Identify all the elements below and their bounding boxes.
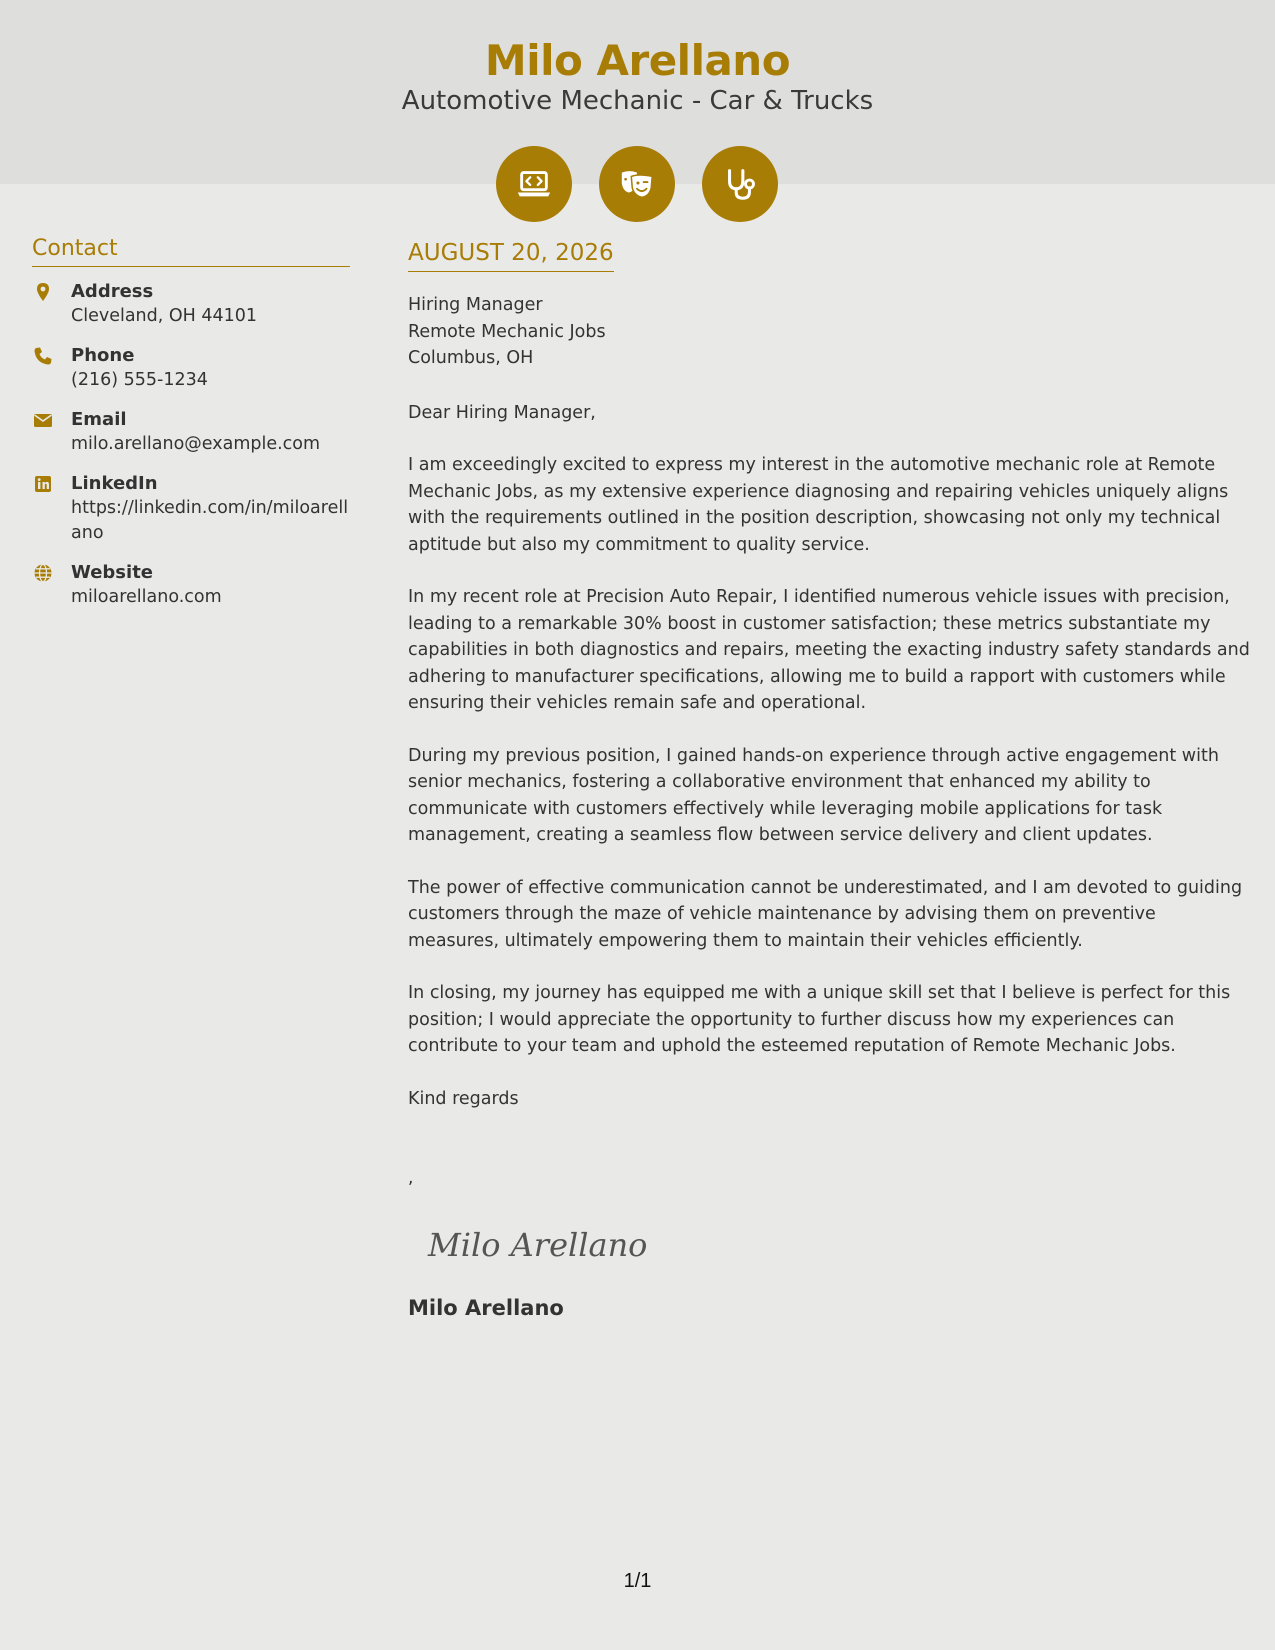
closing: Kind regards <box>408 1088 519 1109</box>
contact-label: Website <box>71 562 154 583</box>
letter-body <box>408 240 1250 1320</box>
signer-name: Milo Arellano <box>408 1296 564 1320</box>
paragraph: During my previous position, I gained hands-on experience through active engagement with senior mechanics, fostering a collaborative environment that enhanced my ability to communicate with customers effectively while leveraging mobile applications for task management, creating a seamless flow between service delivery and client updates. <box>408 745 1219 845</box>
contact-address <box>32 279 350 329</box>
contact-label: Phone <box>71 345 135 366</box>
contact-list <box>32 279 350 610</box>
letter-date: AUGUST 20, 2026 <box>408 240 614 272</box>
contact-linkedin <box>32 471 350 546</box>
envelope-icon <box>32 409 54 431</box>
theater-masks-icon <box>599 146 675 222</box>
paragraph: I am exceedingly excited to express my interest in the automotive mechanic role at Remote Mechanic Jobs, as my extensive experience diagnosing and repairing vehicles uniquely aligns with the requirements outlined in the position description, showcasing not only my technical aptitude but also my commitment to quality service. <box>408 455 1229 555</box>
closing-comma: , <box>408 1168 414 1188</box>
paragraph: In my recent role at Precision Auto Repair, I identified numerous vehicle issues with precision, leading to a remarkable 30% boost in customer satisfaction; these metrics substantiate my capabilities in both diagnostics and repairs, meeting the exacting industry safety standards and adhering to manufacturer specifications, allowing me to build a rapport with customers while ensuring their vehicles remain safe and operational. <box>408 587 1250 713</box>
contact-value[interactable]: miloarellano.com <box>71 587 222 607</box>
recipient-line: Hiring Manager <box>408 295 543 315</box>
contact-label: LinkedIn <box>71 473 158 494</box>
contact-heading: Contact <box>32 236 350 267</box>
recipient-block <box>408 292 1250 372</box>
contact-website <box>32 560 350 610</box>
candidate-name: Milo Arellano <box>484 36 791 85</box>
contact-value: (216) 555-1234 <box>71 370 208 390</box>
contact-value[interactable]: https://linkedin.com/in/miloarellano <box>71 498 349 543</box>
contact-value[interactable]: milo.arellano@example.com <box>71 434 321 454</box>
recipient-line: Remote Mechanic Jobs <box>408 321 606 342</box>
signature-text: Milo Arellano <box>428 1226 648 1264</box>
contact-phone <box>32 343 350 393</box>
contact-label: Address <box>71 281 154 302</box>
greeting: Dear Hiring Manager, <box>408 402 596 423</box>
contact-email <box>32 407 350 457</box>
sidebar <box>32 236 350 624</box>
icon-badges <box>496 146 780 222</box>
job-title: Automotive Mechanic - Car & Trucks <box>401 86 874 116</box>
signature-image <box>426 1218 1250 1268</box>
paragraph: In closing, my journey has equipped me with a unique skill set that I believe is perfect for this position; I would appreciate the opportunity to further discuss how my experiences can contribute to your team and uphold the esteemed reputation of Remote Mechanic Jobs. <box>408 983 1231 1056</box>
paragraph: The power of effective communication cannot be underestimated, and I am devoted to guiding customers through the maze of vehicle maintenance by advising them on preventive measures, ultimately empowering them to maintain their vehicles efficiently. <box>408 877 1243 951</box>
recipient-line: Columbus, OH <box>408 348 534 368</box>
linkedin-icon <box>32 473 54 495</box>
map-pin-icon <box>32 281 54 303</box>
page-number: 1/1 <box>623 1570 652 1592</box>
phone-icon <box>32 345 54 367</box>
laptop-code-icon <box>496 146 572 222</box>
contact-label: Email <box>71 409 127 430</box>
globe-icon <box>32 562 54 584</box>
stethoscope-icon <box>702 146 778 222</box>
contact-value: Cleveland, OH 44101 <box>71 306 258 326</box>
